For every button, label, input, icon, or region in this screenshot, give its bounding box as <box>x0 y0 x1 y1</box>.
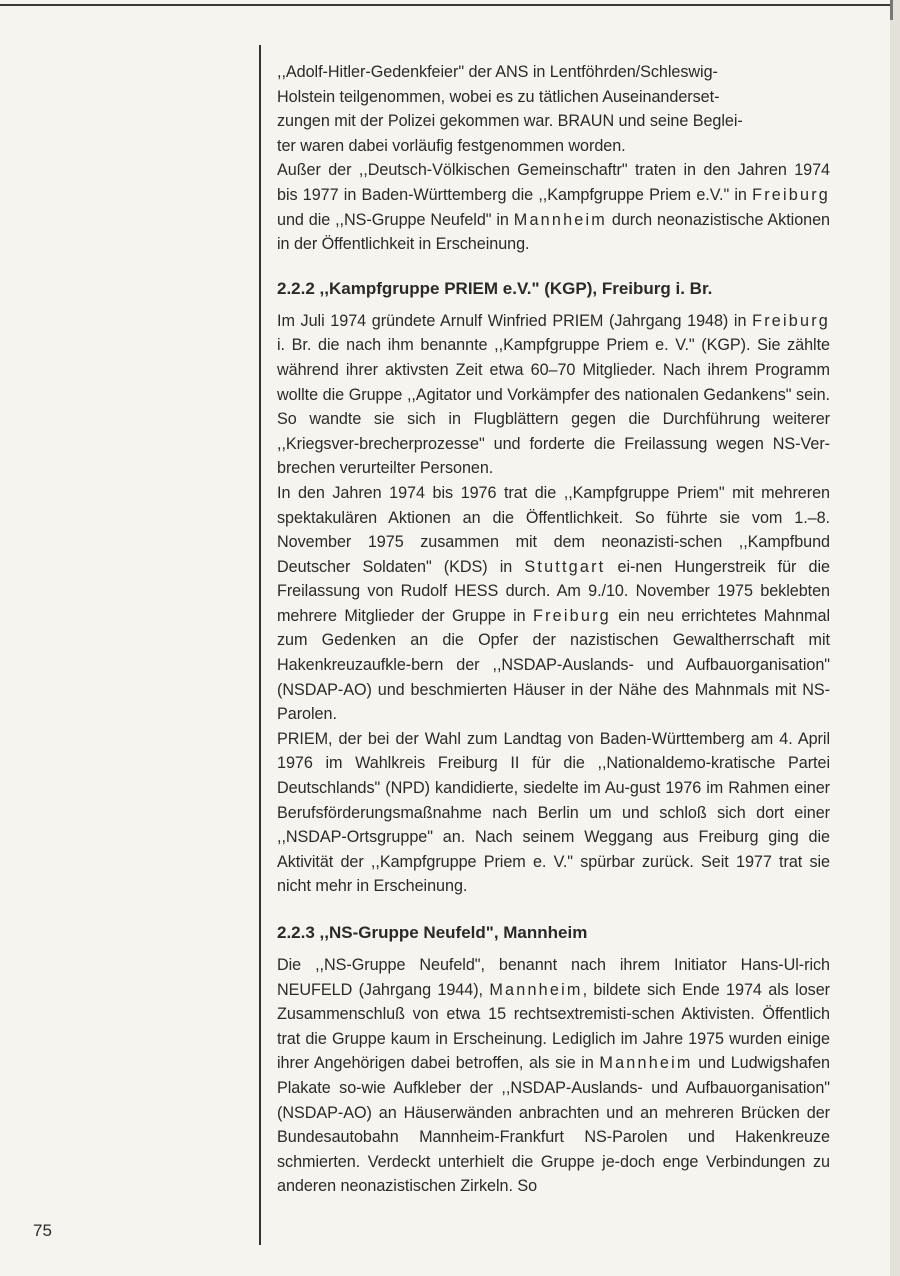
text-run: i. Br. die nach ihm benannte ,,Kampfgruppe Priem e. V." (KGP). Sie zählte während ihrer aktivsten Zeit etwa 60–70 Mitglieder. Nach ihrem Programm wollte die Gruppe ,,Agitator und Vorkämpfer des nationalen Gedankens" sein. So wandte sie sich in Flugblättern gegen die Durchführung weiterer ,,Kriegsver-brecherprozesse" und forderte die Freilassung wegen NS-Ver-brechen verurteilter Personen. <box>277 336 830 478</box>
city-name: Mannheim <box>599 1054 693 1073</box>
intro-paragraph-2 <box>277 158 830 256</box>
intro-line-4: ter waren dabei vorläufig festgenommen worden. <box>277 136 626 155</box>
page-body <box>277 60 830 1199</box>
column-rule <box>259 45 261 1245</box>
city-name: Stuttgart <box>524 557 606 576</box>
text-run: und die ,,NS-Gruppe Neufeld" in <box>277 210 514 229</box>
city-name: Freiburg <box>752 311 830 330</box>
section-2-2-3-paragraph-1 <box>277 953 830 1199</box>
top-rule <box>0 4 895 6</box>
intro-line-1: ,,Adolf-Hitler-Gedenkfeier" der ANS in Lentföhrden/Schleswig- <box>277 63 718 81</box>
text-run: Außer der ,,Deutsch-Völkischen Gemeinschaftr" traten in den Jahren 1974 bis 1977 in Baden-Württemberg die ,,Kampfgruppe Priem e.V." in <box>277 161 830 204</box>
text-run: ei-nen Hungerstreik für die Freilassung von Rudolf HESS durch. Am 9./10. November 1975 beklebten mehrere Mitglieder der Gruppe in <box>277 557 830 625</box>
city-name: Mannheim <box>513 210 607 229</box>
text-run: Im Juli 1974 gründete Arnulf Winfried PRIEM (Jahrgang 1948) in <box>277 311 753 330</box>
intro-line-2: Holstein teilgenommen, wobei es zu tätlichen Auseinanderset- <box>277 87 720 106</box>
section-heading-2-2-3: 2.2.3 ,,NS-Gruppe Neufeld", Mannheim <box>277 923 588 942</box>
page-number: 75 <box>33 1221 52 1240</box>
section-heading-2-2-2: 2.2.2 ,,Kampfgruppe PRIEM e.V." (KGP), Freiburg i. Br. <box>277 278 713 298</box>
text-run: In den Jahren 1974 bis 1976 trat die ,,Kampfgruppe Priem" mit mehreren spektakulären Aktionen an die Öffentlichkeit. So führte sie vom 1.–8. November 1975 zusammen mit dem neonazisti-schen ,,Kampfbund Deutscher Soldaten" (KDS) in <box>277 483 830 576</box>
city-name: Mannheim <box>489 980 583 999</box>
text-run: , bildete sich Ende 1974 als loser Zusammenschluß von etwa 15 rechtsextremisti-schen Aktivisten. Öffentlich trat die Gruppe kaum in Erscheinung. Lediglich im Jahre 1975 wurden einige ihrer Angehörigen dabei betroffen, als sie in <box>277 980 830 1073</box>
page-edge <box>890 0 900 1276</box>
intro-paragraph-1 <box>277 60 830 158</box>
section-2-2-2-paragraph-2 <box>277 481 830 727</box>
city-name: Freiburg <box>532 606 611 625</box>
city-name: Freiburg <box>752 185 830 204</box>
intro-line-3: zungen mit der Polizei gekommen war. BRAUN und seine Beglei- <box>277 112 743 131</box>
text-run: durch neonazistische Aktionen in der Öffentlichkeit in Erscheinung. <box>277 210 830 254</box>
text-run: ein neu errichtetes Mahnmal zum Gedenken an die Opfer der nazistischen Gewaltherrschaft mit Hakenkreuzaufkle-bern der ,,NSDAP-Auslands- und Aufbauorganisation" (NSDAP-AO) und beschmierten Häuser in der Nähe des Mahnmals mit NS-Parolen. <box>277 606 830 724</box>
section-2-2-2-paragraph-1 <box>277 309 830 481</box>
text-run: und Ludwigshafen Plakate so-wie Aufkleber der ,,NSDAP-Auslands- und Aufbauorganisation" (NSDAP-AO) an Häuserwänden anbrachten und an mehreren Brücken der Bundesautobahn Mannheim-Frankfurt NS-Parolen und Hakenkreuze schmierten. Verdeckt unterhielt die Gruppe je-doch enge Verbindungen zu anderen neonazistischen Zirkeln. So <box>277 1054 830 1196</box>
section-2-2-2-paragraph-3: PRIEM, der bei der Wahl zum Landtag von Baden-Württemberg am 4. April 1976 im Wahlkreis Freiburg II für die ,,Nationaldemo-kratische Partei Deutschlands" (NPD) kandidierte, siedelte im Au-gust 1976 im Rahmen einer Berufsförderungsmaßnahme nach Berlin um und schloß sich dort einer ,,NSDAP-Ortsgruppe" an. Nach seinem Weggang aus Freiburg ging die Aktivität der ,,Kampfgruppe Priem e. V." spürbar zurück. Seit 1977 trat sie nicht mehr in Erscheinung. <box>277 729 830 896</box>
text-run: Die ,,NS-Gruppe Neufeld", benannt nach ihrem Initiator Hans-Ul-rich NEUFELD (Jahrgang 1944), <box>277 956 830 999</box>
